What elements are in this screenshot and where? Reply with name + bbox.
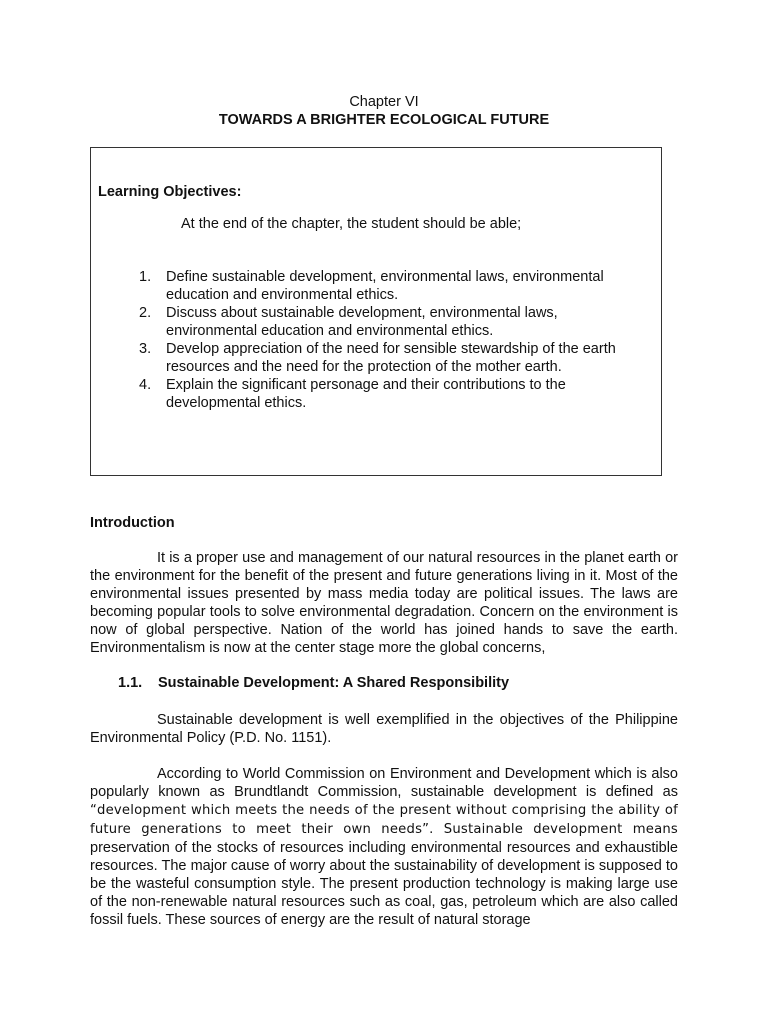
learning-objectives-box — [90, 147, 662, 476]
objective-item — [139, 304, 639, 340]
objective-number: 4. — [139, 377, 152, 393]
objective-item — [139, 268, 639, 304]
section-title: Sustainable Development: A Shared Responsibility — [158, 675, 510, 691]
paragraph-text: preservation of the stocks of resources including environmental resources and exhaustible resources. The major cause of worry about the sustainability of development is supposed to be the wasteful consumption style. The present production technology is making large use of the non-renewable natural resources such as coal, gas, petroleum which are also called fossil fuels. These sources of energy are the result of natural storage — [90, 840, 678, 928]
objective-text-line: environmental education and environmental ethics. — [166, 323, 494, 339]
objective-text-line: education and environmental ethics. — [166, 287, 399, 303]
section-heading — [118, 674, 509, 692]
objective-item — [139, 376, 639, 412]
objective-number: 1. — [139, 269, 152, 285]
chapter-label: Chapter VI — [349, 94, 419, 110]
introduction-heading: Introduction — [90, 515, 175, 531]
objective-text-line: developmental ethics. — [166, 395, 307, 411]
section-number: 1.1. — [118, 675, 143, 691]
paragraph-text: According to World Commission on Environment and Development which is also popularly known as Brundtlandt Commission, sustainable development is defined as — [90, 766, 678, 800]
wced-definition-paragraph — [90, 765, 678, 929]
objective-text-line: Explain the significant personage and their contributions to the — [166, 377, 566, 393]
sustainable-development-paragraph: Sustainable development is well exemplified in the objectives of the Philippine Environmental Policy (P.D. No. 1151). — [90, 712, 678, 746]
objective-text-line: Develop appreciation of the need for sensible stewardship of the earth — [166, 341, 616, 357]
objective-number: 3. — [139, 341, 152, 357]
objective-text-line: resources and the need for the protection of the mother earth. — [166, 359, 562, 375]
introduction-paragraph: It is a proper use and management of our natural resources in the planet earth or the environment for the benefit of the present and future generations living in it. Most of the environmental issues presented by mass media today are political issues. The laws are becoming popular tools to solve environmental degradation. Concern on the environment is now of global perspective. Nation of the world has joined hands to save the earth. Environmentalism is now at the center stage more the global concerns, — [90, 550, 678, 656]
definition-quote: “development which meets the needs of the present without comprising the ability of future generations to meet their own needs”. Sustainable development means — [90, 803, 678, 837]
objective-number: 2. — [139, 305, 152, 321]
objectives-list — [139, 268, 639, 412]
chapter-title: TOWARDS A BRIGHTER ECOLOGICAL FUTURE — [218, 112, 550, 128]
objective-text-line: Define sustainable development, environmental laws, environmental — [166, 269, 604, 285]
objectives-intro: At the end of the chapter, the student should be able; — [181, 216, 522, 232]
objectives-heading: Learning Objectives: — [98, 184, 242, 200]
objective-item — [139, 340, 639, 376]
objective-text-line: Discuss about sustainable development, environmental laws, — [166, 305, 558, 321]
